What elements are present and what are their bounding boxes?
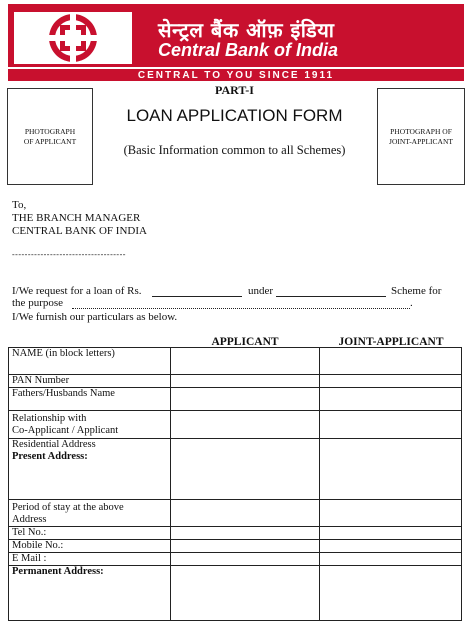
applicant-father-cell[interactable] [170,388,320,411]
table-row [9,553,462,566]
row-label-tel: Tel No.: [9,527,171,540]
purpose-label: the purpose [12,297,64,309]
part-label: PART-I [215,83,254,97]
form-title: LOAN APPLICATION FORM [126,106,343,125]
row-label-permanent: Permanent Address: [9,566,171,621]
applicant-tel-cell[interactable] [170,527,320,540]
applicant-present-address-cell[interactable] [170,439,320,500]
joint-name-cell[interactable] [320,348,462,375]
under-label: under [248,285,274,297]
joint-email-cell[interactable] [320,553,462,566]
row-label-period [9,500,171,527]
relationship-line-1: Relationship with [12,413,87,424]
applicant-pan-cell[interactable] [170,375,320,388]
row-label-relationship [9,411,171,439]
scheme-for-label: Scheme for [391,285,442,297]
table-row [9,388,462,411]
row-label-email: E Mail : [9,553,171,566]
bank-logo [14,12,132,64]
particulars-table [8,347,462,621]
row-label-mobile: Mobile No.: [9,540,171,553]
loan-request-text: I/We request for a loan of Rs. [12,285,142,297]
period-line-1: Period of stay at the above [12,502,124,513]
joint-present-address-cell[interactable] [320,439,462,500]
table-row [9,375,462,388]
address-line-1: THE BRANCH MANAGER [12,212,141,224]
table-row [9,348,462,375]
table-row [9,500,462,527]
bank-header-banner [8,4,464,81]
applicant-relationship-cell[interactable] [170,411,320,439]
applicant-period-cell[interactable] [170,500,320,527]
bank-tagline: CENTRAL TO YOU SINCE 1911 [137,70,335,81]
table-row [9,566,462,621]
relationship-line-2: Co-Applicant / Applicant [12,425,119,436]
furnish-text: I/We furnish our particulars as below. [12,311,178,323]
table-row [9,411,462,439]
table-row [9,439,462,500]
applicant-email-cell[interactable] [170,553,320,566]
joint-permanent-address-cell[interactable] [320,566,462,621]
applicant-permanent-address-cell[interactable] [170,566,320,621]
purpose-field[interactable] [72,308,410,309]
joint-pan-cell[interactable] [320,375,462,388]
form-subtitle: (Basic Information common to all Schemes) [123,143,346,157]
banner-divider [8,67,464,69]
loan-amount-field[interactable] [152,296,242,297]
address-to: To, [12,199,27,211]
row-label-address [9,439,171,500]
applicant-name-cell[interactable] [170,348,320,375]
joint-tel-cell[interactable] [320,527,462,540]
row-label-father: Fathers/Husbands Name [9,388,171,411]
row-label-pan: PAN Number [9,375,171,388]
bank-name-english: Central Bank of India [158,40,339,60]
joint-mobile-cell[interactable] [320,540,462,553]
column-header-applicant: APPLICANT [211,336,279,348]
joint-relationship-cell[interactable] [320,411,462,439]
column-header-joint-applicant: JOINT-APPLICANT [338,336,444,348]
applicant-mobile-cell[interactable] [170,540,320,553]
joint-applicant-photo-box[interactable] [377,88,465,185]
address-line-2: CENTRAL BANK OF INDIA [12,225,147,237]
scheme-name-field[interactable] [276,296,386,297]
joint-applicant-photo-label: PHOTOGRAPH OF JOINT-APPLICANT [389,126,453,146]
joint-period-cell[interactable] [320,500,462,527]
bank-logo-icon [14,12,132,64]
branch-blank-line[interactable]: ------------------------------------ [12,250,126,259]
table-row [9,540,462,553]
joint-father-cell[interactable] [320,388,462,411]
applicant-photo-box[interactable] [7,88,93,185]
bank-name-hindi: सेन्ट्रल बैंक ऑफ़ इंडिया [158,18,335,42]
residential-address-label: Residential Address [12,439,96,450]
table-row [9,527,462,540]
row-label-name: NAME (in block letters) [9,348,171,375]
applicant-photo-label: PHOTOGRAPH OF APPLICANT [23,126,77,146]
period-line-2: Address [12,514,47,525]
purpose-period: . [410,297,413,309]
present-address-label: Present Address: [12,451,88,462]
